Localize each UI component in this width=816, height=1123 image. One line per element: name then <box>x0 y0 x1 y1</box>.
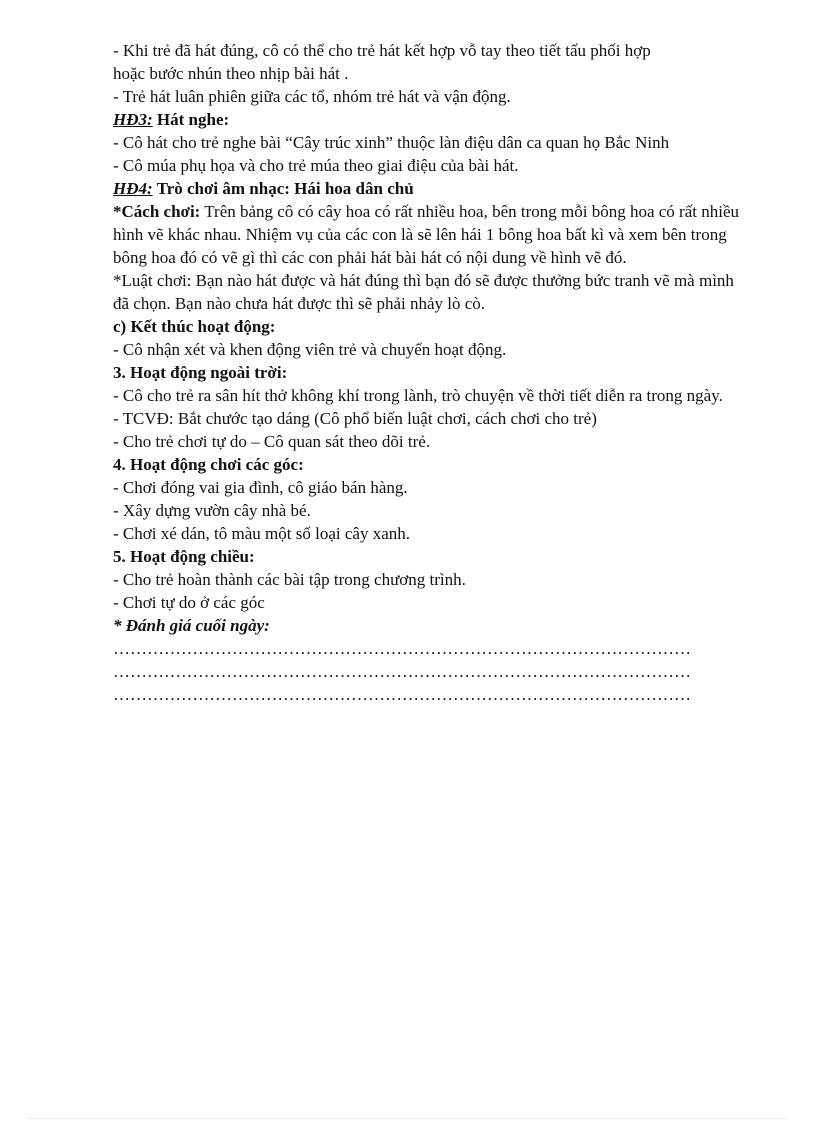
text-line: - Chơi tự do ở các góc <box>113 593 265 612</box>
document-page <box>113 39 753 706</box>
hd4-label: HĐ4: <box>113 179 153 198</box>
dotted-fill-line: ………………………………………………………………………………………… <box>113 662 691 681</box>
section-heading-4: 4. Hoạt động chơi các góc: <box>113 455 304 474</box>
hd3-label: HĐ3: <box>113 110 153 129</box>
luat-choi-paragraph: *Luật chơi: Bạn nào hát được và hát đúng thì bạn đó sẽ được thưởng bức tranh vẽ mà mình đã chọn. Bạn nào chưa hát được thì sẽ phải nhảy lò cò. <box>113 271 734 313</box>
hd3-title: Hát nghe: <box>152 110 230 129</box>
text-line: hoặc bước nhún theo nhịp bài hát . <box>113 64 349 83</box>
text-line: - Cho trẻ chơi tự do – Cô quan sát theo dõi trẻ. <box>113 432 431 451</box>
cach-choi-paragraph <box>113 200 753 269</box>
dotted-fill-line: ………………………………………………………………………………………… <box>113 639 691 658</box>
evaluation-heading: * Đánh giá cuối ngày: <box>113 616 270 635</box>
hd3-heading <box>113 108 753 131</box>
text-paragraph: - Cô cho trẻ ra sân hít thở không khí trong lành, trò chuyện về thời tiết diễn ra trong ngày. <box>113 386 723 405</box>
hd4-title: Trò chơi âm nhạc: Hái hoa dân chủ <box>152 179 414 198</box>
section-heading-5: 5. Hoạt động chiều: <box>113 547 255 566</box>
cach-choi-label: *Cách chơi: <box>113 202 201 221</box>
section-heading-c: c) Kết thúc hoạt động: <box>113 317 276 336</box>
text-line: - Trẻ hát luân phiên giữa các tổ, nhóm trẻ hát và vận động. <box>113 87 511 106</box>
page-bottom-rule <box>28 1118 788 1119</box>
text-line: - Chơi xé dán, tô màu một số loại cây xanh. <box>113 524 410 543</box>
text-line: - TCVĐ: Bắt chước tạo dáng (Cô phổ biến luật chơi, cách chơi cho trẻ) <box>113 409 597 428</box>
text-line: - Cho trẻ hoàn thành các bài tập trong chương trình. <box>113 570 466 589</box>
text-line: - Cô hát cho trẻ nghe bài “Cây trúc xinh” thuộc làn điệu dân ca quan họ Bắc Ninh <box>113 133 670 152</box>
dotted-fill-line: ………………………………………………………………………………………… <box>113 685 691 704</box>
text-line: - Chơi đóng vai gia đình, cô giáo bán hàng. <box>113 478 408 497</box>
text-line: - Xây dựng vườn cây nhà bé. <box>113 501 311 520</box>
cach-choi-text: Trên bảng cô có cây hoa có rất nhiều hoa, bên trong mỗi bông hoa có rất nhiều hình vẽ khác nhau. Nhiệm vụ của các con là sẽ lên hái 1 bông hoa bất kì và xem bên trong bông hoa đó có vẽ gì thì các con phải hát bài hát có nội dung về hình vẽ đó. <box>113 202 739 267</box>
text-line: - Cô múa phụ họa và cho trẻ múa theo giai điệu của bài hát. <box>113 156 519 175</box>
text-line: - Khi trẻ đã hát đúng, cô có thể cho trẻ hát kết hợp vỗ tay theo tiết tấu phối hợp <box>113 41 651 60</box>
hd4-heading <box>113 177 753 200</box>
text-line: - Cô nhận xét và khen động viên trẻ và chuyển hoạt động. <box>113 340 507 359</box>
section-heading-3: 3. Hoạt động ngoài trời: <box>113 363 288 382</box>
